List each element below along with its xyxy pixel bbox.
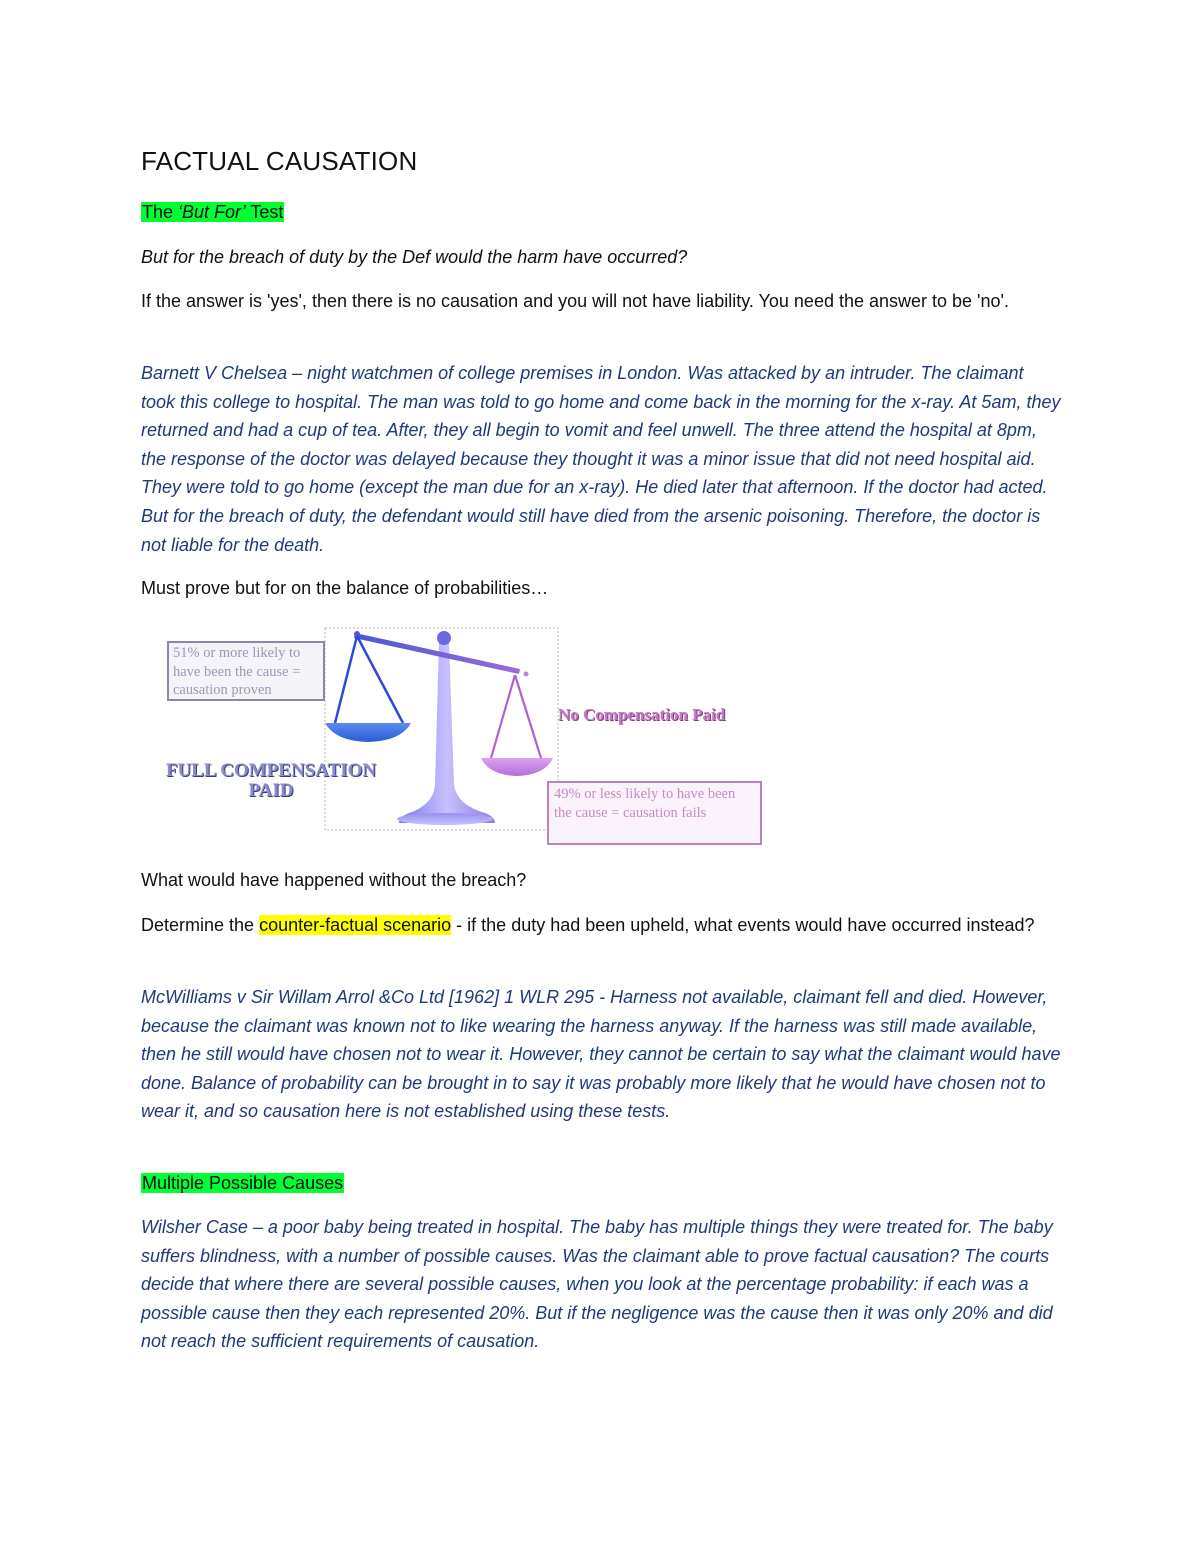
- left-pan: [325, 723, 411, 742]
- heading-multiple-causes-text: Multiple Possible Causes: [142, 1173, 344, 1193]
- scale-beam: [354, 633, 520, 674]
- case-wilsher: Wilsher Case – a poor baby being treated in hospital. The baby has multiple things they were treated for. The baby suffers blindness, with a number of possible causes. Was the claimant able to prove factual causation? The courts decide that where there are several possible causes, when you look at the percentage probability: if each was a possible cause then they each represented 20%. But if the negligence was the cause then it was only 20% and did not reach the sufficient requirements of causation.: [141, 1217, 1053, 1352]
- page-title: FACTUAL CAUSATION: [141, 146, 418, 176]
- counterfactual-highlight: counter-factual scenario: [259, 915, 452, 935]
- left-string-2: [357, 636, 403, 723]
- box-causation-fails: 49% or less likely to have been the cause = causation fails: [547, 781, 762, 845]
- heading-multiple-causes: [141, 1169, 1061, 1198]
- determine-text-pre: Determine the: [141, 915, 260, 935]
- label-no-compensation: No Compensation Paid: [558, 705, 726, 724]
- counterfactual-paragraph: [141, 911, 1061, 940]
- heading-highlight: [141, 202, 284, 222]
- heading-text-post: Test: [245, 202, 284, 222]
- scale-base: [397, 813, 493, 825]
- left-string-1: [335, 636, 357, 723]
- heading-text-em: ‘But For’: [178, 202, 246, 222]
- question-text: But for the breach of duty by the Def would the harm have occurred?: [141, 247, 688, 267]
- must-prove-paragraph: Must prove but for on the balance of probabilities…: [141, 578, 549, 598]
- determine-text-post: - if the duty had been upheld, what events would have occurred instead?: [451, 915, 1035, 935]
- case-barnett-v-chelsea: Barnett V Chelsea – night watchmen of college premises in London. Was attacked by an intruder. The claimant took this college to hospital. The man was told to go home and come back in the morning for the x-ray. At 5am, they returned and had a cup of tea. After, they all begin to vomit and feel unwell. The three attend the hospital at 8pm, the response of the doctor was delayed because they thought it was a minor issue that did not need hospital aid. They were told to go home (except the man due for an x-ray). He died later that afternoon. If the doctor had acted. But for the breach of duty, the defendant would still have died from the arsenic poisoning. Therefore, the doctor is not liable for the death.: [141, 363, 1061, 555]
- but-for-question: [141, 243, 1061, 272]
- label-full-compensation: FULL COMPENSATION PAID: [165, 760, 377, 801]
- scale-top-knob: [437, 631, 451, 645]
- heading-but-for-test: [141, 198, 1061, 227]
- right-string-2: [515, 675, 541, 758]
- right-pan: [481, 758, 553, 776]
- case-mcwilliams: McWilliams v Sir Willam Arrol &Co Ltd [1962] 1 WLR 295 - Harness not available, claimant fell and died. However, because the claimant was known not to like wearing the harness anyway. If the harness was still made available, then he still would have chosen not to wear it. However, they cannot be certain to say what the claimant would have done. Balance of probability can be brought in to say it was probably more likely that he would have chosen not to wear it, and so causation here is not established using these tests.: [141, 987, 1061, 1122]
- right-string-1: [491, 675, 515, 758]
- box-causation-proven: 51% or more likely to have been the cause = causation proven: [167, 641, 325, 701]
- heading-text-pre: The: [142, 202, 179, 222]
- answer-paragraph: If the answer is 'yes', then there is no causation and you will not have liability. You need the answer to be 'no'.: [141, 291, 1009, 311]
- beam-end-right: [524, 672, 529, 677]
- scales-of-justice-figure: [165, 625, 765, 850]
- what-would-paragraph: What would have happened without the breach?: [141, 870, 527, 890]
- scale-post: [399, 643, 495, 823]
